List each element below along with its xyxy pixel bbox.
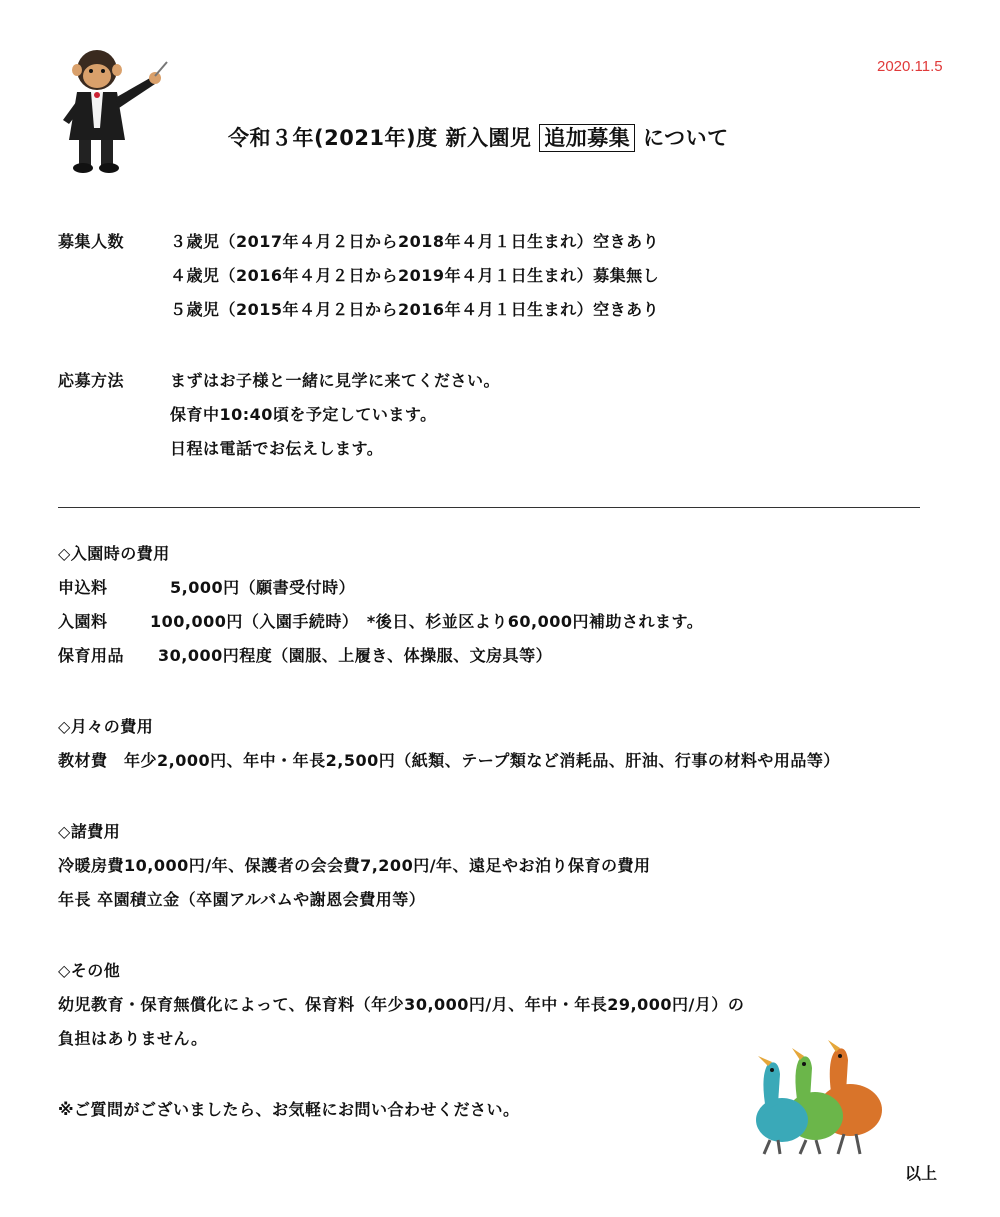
recruitment-line-2: ４歳児（2016年４月２日から2019年４月１日生まれ）募集無し (170, 266, 660, 285)
application-line-3: 日程は電話でお伝えします。 (170, 439, 384, 458)
title-prefix: 令和３年(2021年)度 新入園児 (228, 126, 532, 150)
misc-costs-line-1: 冷暖房費10,000円/年、保護者の会会費7,200円/年、遠足やお泊り保育の費用 (58, 856, 651, 875)
application-line-2: 保育中10:40頃を予定しています。 (170, 405, 437, 424)
document-date: 2020.11.5 (877, 58, 943, 75)
recruitment-line-3: ５歳児（2015年４月２日から2016年４月１日生まれ）空きあり (170, 300, 660, 319)
title-suffix: について (643, 126, 729, 150)
other-line-1: 幼児教育・保育無償化によって、保育料（年少30,000円/月、年中・年長29,000円/月）の (58, 995, 745, 1014)
inquiry-note: ※ご質問がございましたら、お気軽にお問い合わせください。 (58, 1100, 520, 1119)
admission-cost-name-1: 申込料 (58, 578, 108, 597)
admission-cost-value-1: 5,000円（願書受付時） (170, 578, 356, 597)
admission-costs-heading: ◇入園時の費用 (58, 544, 170, 563)
misc-costs-line-2: 年長 卒園積立金（卒園アルバムや謝恩会費用等） (58, 890, 426, 909)
misc-costs-heading: ◇諸費用 (58, 822, 121, 841)
monthly-costs-line: 教材費 年少2,000円、年中・年長2,500円（紙類、テープ類など消耗品、肝油、行事の材料や用品等） (58, 751, 840, 770)
admission-cost-name-2: 入園料 (58, 612, 108, 631)
application-line-1: まずはお子様と一緒に見学に来てください。 (170, 371, 501, 390)
other-heading: ◇その他 (58, 961, 121, 980)
recruitment-label: 募集人数 (58, 232, 125, 251)
title-boxed-text: 追加募集 (539, 124, 635, 152)
page-title (228, 122, 729, 152)
admission-cost-value-2: 100,000円（入園手続時） *後日、杉並区より60,000円補助されます。 (150, 612, 704, 631)
ducks-illustration (740, 1030, 890, 1160)
closing-text: 以上 (905, 1164, 938, 1183)
recruitment-line-1: ３歳児（2017年４月２日から2018年４月１日生まれ）空きあり (170, 232, 660, 251)
application-label: 応募方法 (58, 371, 125, 390)
other-line-2: 負担はありません。 (58, 1029, 208, 1048)
admission-cost-value-3: 30,000円程度（園服、上履き、体操服、文房具等） (158, 646, 553, 665)
monkey-conductor-illustration (55, 40, 175, 180)
section-divider (58, 507, 920, 508)
monthly-costs-heading: ◇月々の費用 (58, 717, 154, 736)
admission-cost-name-3: 保育用品 (58, 646, 125, 665)
